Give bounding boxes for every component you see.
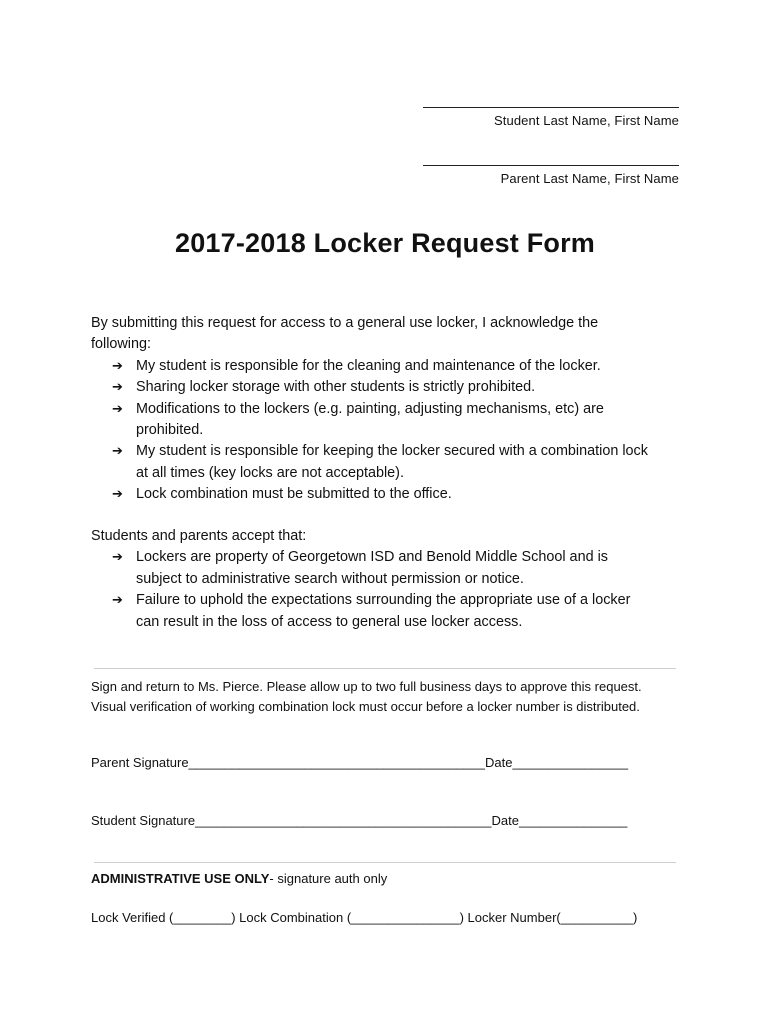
instructions-line1: Sign and return to Ms. Pierce. Please allow up to two full business days to approve this request. [91, 679, 642, 694]
admin-fields-row[interactable]: Lock Verified (________) Lock Combination (_______________) Locker Number(__________) [91, 910, 638, 925]
list-item [112, 484, 691, 505]
acknowledge-section [91, 313, 691, 506]
admin-heading-bold: ADMINISTRATIVE USE ONLY [91, 871, 270, 886]
list-item-text: Modifications to the lockers (e.g. painting, adjusting mechanisms, etc) are [136, 400, 604, 417]
student-name-block [423, 97, 679, 128]
list-item-text: Failure to uphold the expectations surrounding the appropriate use of a locker [136, 592, 631, 609]
arrow-icon: ➔ [112, 550, 123, 566]
divider [94, 862, 676, 863]
accept-list [91, 547, 691, 633]
list-item-text-cont: can result in the loss of access to general use locker access. [136, 613, 523, 630]
accept-intro: Students and parents accept that: [91, 528, 307, 544]
list-item [112, 356, 691, 377]
instructions-line2: Visual verification of working combination lock must occur before a locker number is distributed. [91, 698, 640, 714]
parent-name-block [423, 155, 679, 186]
arrow-icon: ➔ [112, 444, 123, 460]
list-item [112, 441, 691, 484]
list-item-text-cont: prohibited. [136, 422, 204, 439]
parent-signature-field[interactable]: Parent Signature_________________________________________Date________________ [91, 755, 629, 770]
list-item-text: Lock combination must be submitted to the office. [136, 486, 452, 503]
divider [94, 668, 676, 669]
list-item [112, 590, 691, 633]
list-item-text: My student is responsible for keeping the locker secured with a combination lock [136, 443, 648, 460]
instructions [91, 677, 642, 716]
student-signature-field[interactable]: Student Signature_________________________________________Date_______________ [91, 813, 628, 828]
parent-name-line [423, 155, 679, 166]
arrow-icon: ➔ [112, 593, 123, 609]
form-title: 2017-2018 Locker Request Form [175, 228, 595, 258]
list-item-text: My student is responsible for the cleaning and maintenance of the locker. [136, 357, 601, 374]
arrow-icon: ➔ [112, 401, 123, 417]
arrow-icon: ➔ [112, 358, 123, 374]
arrow-icon: ➔ [112, 380, 123, 396]
student-name-label: Student Last Name, First Name [494, 113, 679, 128]
list-item-text: Sharing locker storage with other students is strictly prohibited. [136, 379, 536, 396]
acknowledge-intro-line2: following: [91, 336, 151, 353]
accept-section [91, 526, 691, 633]
arrow-icon: ➔ [112, 487, 123, 503]
list-item [112, 377, 691, 398]
list-item-text-cont: subject to administrative search without permission or notice. [136, 570, 524, 587]
list-item-text-cont: at all times (key locks are not acceptable). [136, 464, 404, 481]
acknowledge-list [91, 356, 691, 506]
admin-heading-rest: - signature auth only [269, 871, 388, 886]
list-item-text: Lockers are property of Georgetown ISD and Benold Middle School and is [136, 549, 608, 566]
parent-name-label: Parent Last Name, First Name [500, 171, 679, 186]
list-item [112, 547, 691, 590]
student-name-line [423, 97, 679, 108]
acknowledge-intro-line1: By submitting this request for access to a general use locker, I acknowledge the [91, 315, 599, 331]
admin-heading [91, 871, 387, 886]
list-item [112, 399, 691, 442]
